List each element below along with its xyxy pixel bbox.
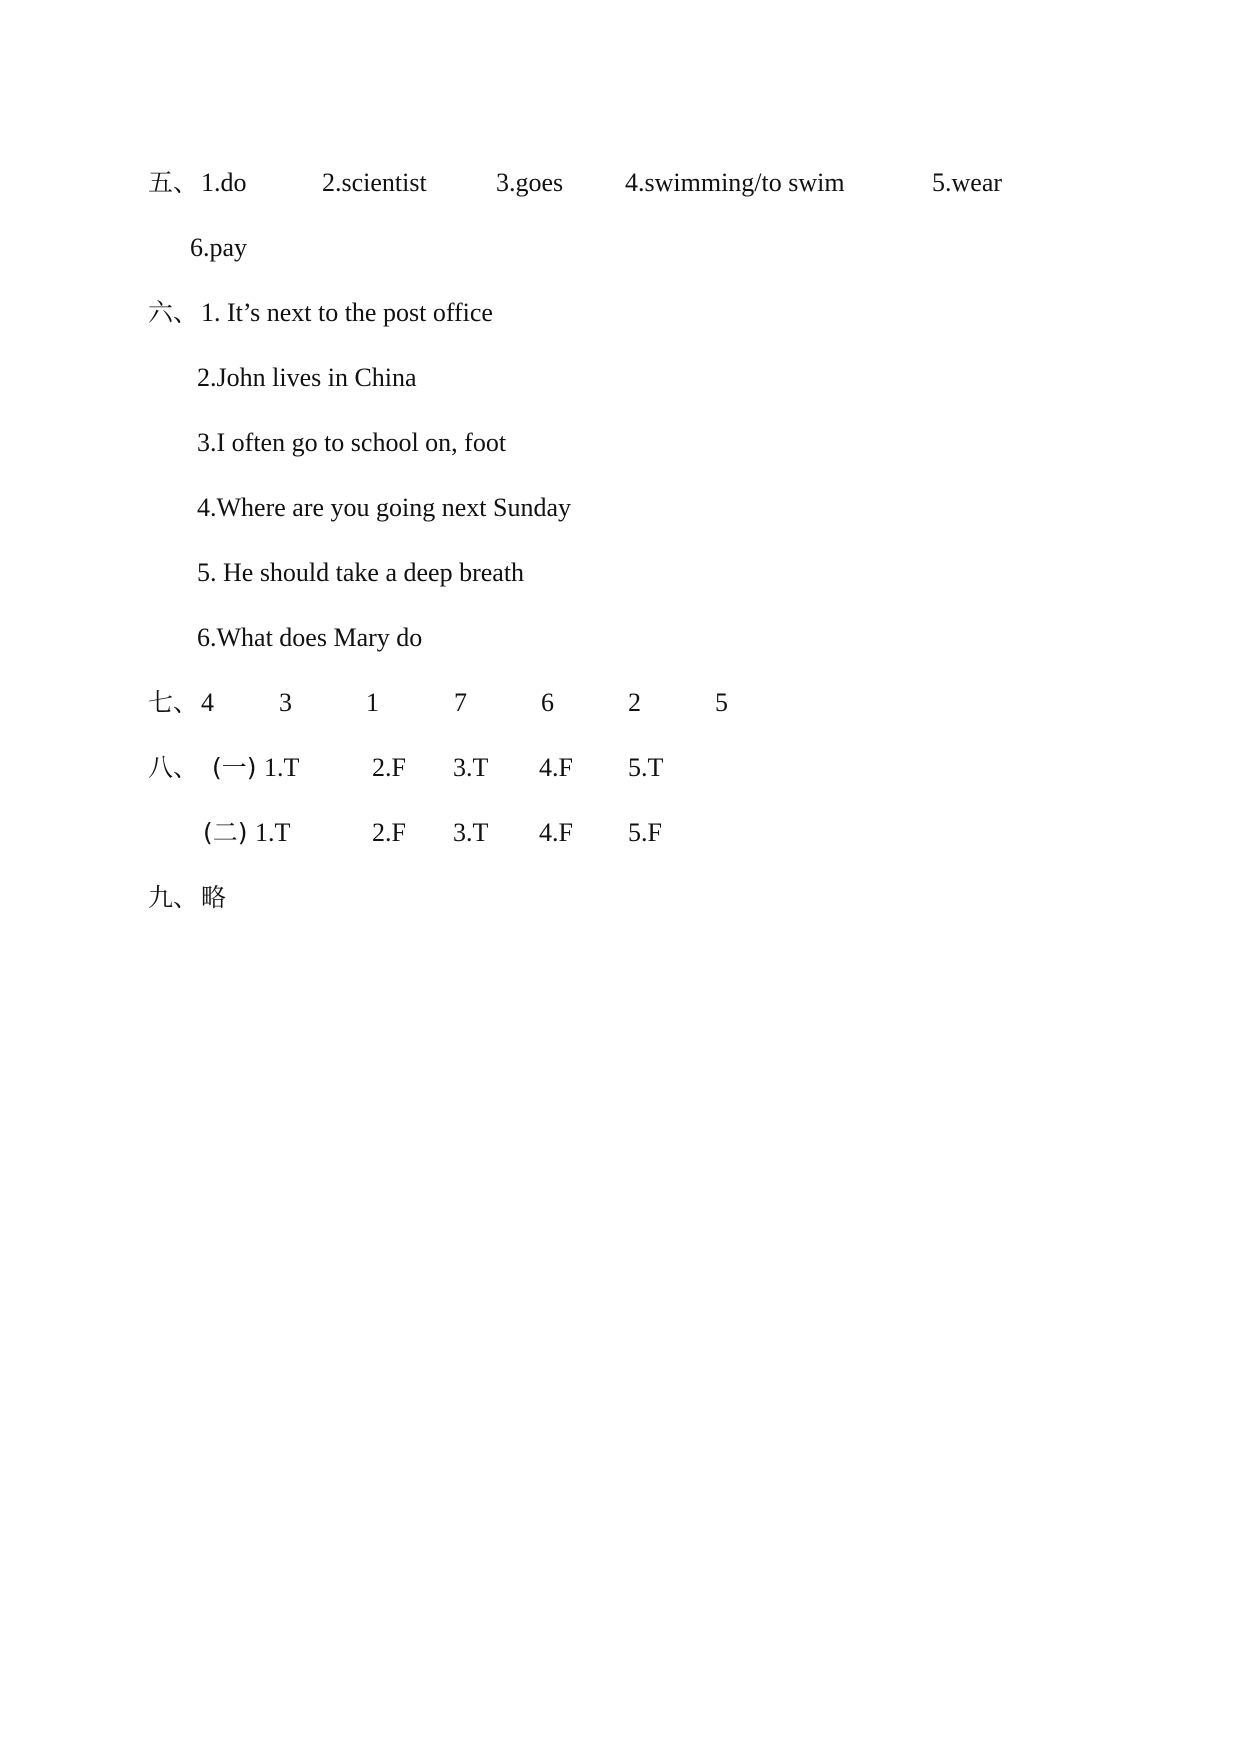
answer-5-4: 4.swimming/to swim [625, 168, 845, 197]
answer-8-2-1: 1.T [255, 818, 291, 847]
answer-6-6: 6.What does Mary do [197, 623, 423, 652]
section-8-marker: 八、 [148, 753, 199, 782]
section-9-marker: 九、 [148, 883, 199, 912]
section-5-row-2 [0, 228, 1241, 268]
section-6-row-4 [0, 488, 1241, 528]
answer-6-3: 3.I often go to school on, foot [197, 428, 507, 457]
section-9-row [0, 878, 1241, 918]
section-6-row-5 [0, 553, 1241, 593]
answer-8-2-2: 2.F [372, 818, 406, 847]
answer-5-3: 3.goes [496, 168, 564, 197]
order-item: 4 [201, 688, 214, 717]
answer-8-2-4: 4.F [539, 818, 573, 847]
answer-8-1-2: 2.F [372, 753, 406, 782]
answer-5-6: 6.pay [190, 233, 248, 262]
section-5-row-1 [0, 163, 1241, 203]
section-5-marker: 五、 [148, 168, 199, 197]
section-6-row-2 [0, 358, 1241, 398]
order-item: 1 [366, 688, 379, 717]
order-item: 7 [454, 688, 467, 717]
answer-8-1-1: 1.T [264, 753, 300, 782]
order-item: 6 [541, 688, 554, 717]
answer-8-1-4: 4.F [539, 753, 573, 782]
answer-5-2: 2.scientist [322, 168, 427, 197]
answer-6-5: 5. He should take a deep breath [197, 558, 525, 587]
section-6-row-1 [0, 293, 1241, 333]
section-6-row-6 [0, 618, 1241, 658]
section-8-part-2-label: (二) [203, 818, 248, 847]
answer-8-1-5: 5.T [628, 753, 664, 782]
order-item: 2 [628, 688, 641, 717]
section-6-row-3 [0, 423, 1241, 463]
section-8-row-1 [0, 748, 1241, 788]
section-7-row [0, 683, 1241, 723]
section-6-marker: 六、 [148, 298, 199, 327]
section-8-row-2 [0, 813, 1241, 853]
order-item: 3 [279, 688, 292, 717]
answer-8-1-3: 3.T [453, 753, 489, 782]
order-item: 5 [715, 688, 728, 717]
answer-6-1: 1. It’s next to the post office [201, 298, 493, 327]
answer-8-2-3: 3.T [453, 818, 489, 847]
section-9-text: 略 [201, 883, 227, 912]
answer-6-2: 2.John lives in China [197, 363, 417, 392]
answer-5-5: 5.wear [932, 168, 1003, 197]
answer-5-1: 1.do [201, 168, 247, 197]
section-7-marker: 七、 [148, 688, 199, 717]
answer-8-2-5: 5.F [628, 818, 662, 847]
answer-6-4: 4.Where are you going next Sunday [197, 493, 572, 522]
section-8-part-1-label: (一) [212, 753, 257, 782]
